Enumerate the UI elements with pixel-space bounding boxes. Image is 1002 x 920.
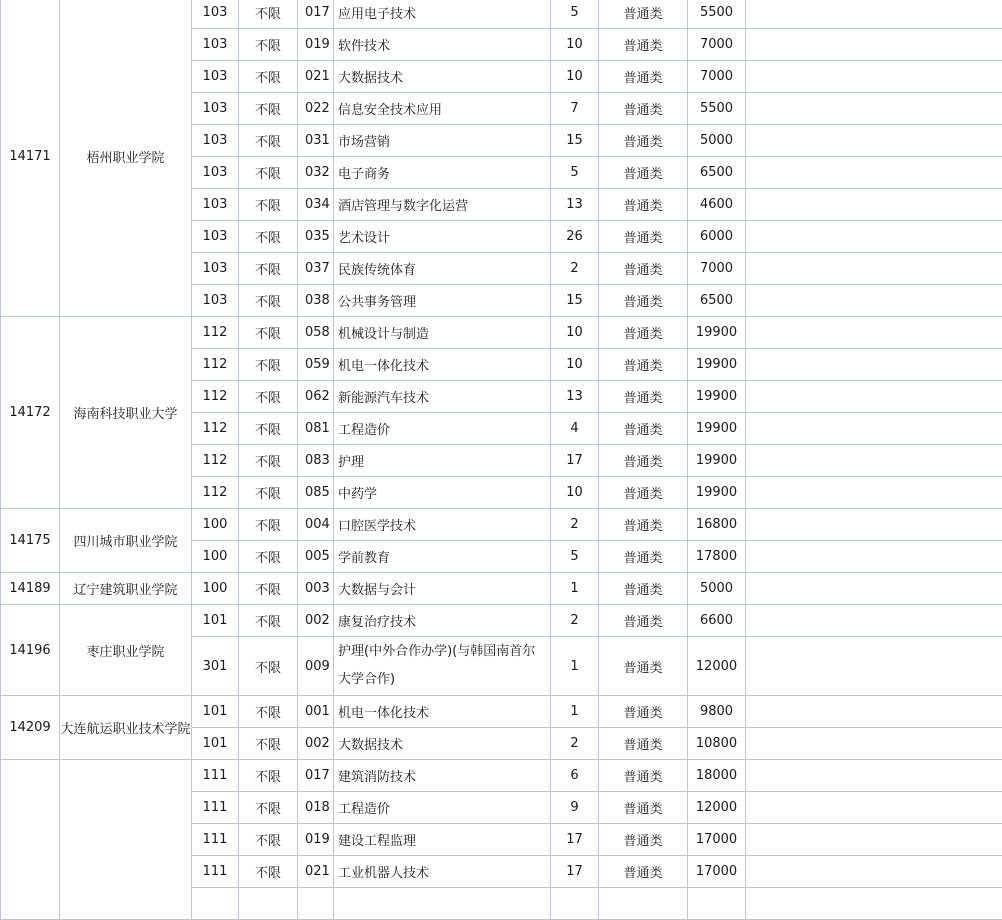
major-code-cell: 022 [298,93,334,125]
school-code-cell [1,760,60,920]
requirement-cell: 不限 [239,349,298,381]
major-name-cell: 大数据与会计 [334,573,551,605]
requirement-cell: 不限 [239,125,298,157]
category-cell: 普通类 [599,317,688,349]
empty-cell [746,605,1002,637]
plan-count-cell: 5 [551,157,599,189]
requirement-cell: 不限 [239,413,298,445]
tuition-cell: 17000 [688,824,746,856]
plan-count-cell: 10 [551,349,599,381]
major-code-cell: 031 [298,125,334,157]
category-cell: 普通类 [599,728,688,760]
table-row [1,0,1002,29]
table-row [1,696,1002,728]
requirement-cell: 不限 [239,509,298,541]
requirement-cell: 不限 [239,61,298,93]
major-name-cell: 民族传统体育 [334,253,551,285]
plan-count-cell: 15 [551,125,599,157]
school-code-cell: 14171 [1,0,60,317]
category-cell: 普通类 [599,792,688,824]
plan-count-cell: 6 [551,760,599,792]
category-cell: 普通类 [599,760,688,792]
major-code-cell: 009 [298,637,334,696]
major-code-cell: 017 [298,760,334,792]
requirement-cell: 不限 [239,573,298,605]
category-cell: 普通类 [599,253,688,285]
requirement-cell: 不限 [239,157,298,189]
tuition-cell: 6500 [688,157,746,189]
plan-count-cell: 17 [551,824,599,856]
batch-cell: 103 [192,253,239,285]
plan-count-cell: 17 [551,856,599,888]
requirement-cell: 不限 [239,605,298,637]
batch-cell: 103 [192,29,239,61]
major-code-cell: 034 [298,189,334,221]
batch-cell: 103 [192,189,239,221]
category-cell: 普通类 [599,189,688,221]
school-name-cell: 四川城市职业学院 [60,509,192,573]
empty-cell [746,189,1002,221]
empty-cell [746,349,1002,381]
category-cell: 普通类 [599,856,688,888]
major-name-cell [334,888,551,920]
plan-count-cell: 13 [551,381,599,413]
category-cell: 普通类 [599,381,688,413]
major-name-cell: 护理(中外合作办学)(与韩国南首尔大学合作) [334,637,551,696]
major-name-cell: 市场营销 [334,125,551,157]
school-code-cell: 14172 [1,317,60,509]
major-code-cell: 021 [298,856,334,888]
batch-cell: 111 [192,856,239,888]
batch-cell: 111 [192,824,239,856]
major-name-cell: 艺术设计 [334,221,551,253]
batch-cell: 103 [192,221,239,253]
tuition-cell: 7000 [688,61,746,93]
batch-cell: 100 [192,509,239,541]
major-name-cell: 应用电子技术 [334,0,551,29]
plan-count-cell: 10 [551,29,599,61]
tuition-cell: 19900 [688,381,746,413]
major-name-cell: 护理 [334,445,551,477]
tuition-cell: 17000 [688,856,746,888]
category-cell: 普通类 [599,29,688,61]
major-code-cell: 081 [298,413,334,445]
empty-cell [746,413,1002,445]
major-code-cell: 002 [298,728,334,760]
tuition-cell: 4600 [688,189,746,221]
plan-count-cell: 2 [551,509,599,541]
batch-cell: 103 [192,93,239,125]
tuition-cell: 5500 [688,93,746,125]
batch-cell: 112 [192,413,239,445]
category-cell: 普通类 [599,824,688,856]
plan-count-cell: 5 [551,0,599,29]
school-name-cell: 海南科技职业大学 [60,317,192,509]
school-name-cell: 大连航运职业技术学院 [60,696,192,760]
empty-cell [746,157,1002,189]
major-name-cell: 中药学 [334,477,551,509]
major-name-cell: 信息安全技术应用 [334,93,551,125]
table-row [1,573,1002,605]
tuition-cell: 12000 [688,792,746,824]
major-code-cell: 021 [298,61,334,93]
major-code-cell: 019 [298,824,334,856]
empty-cell [746,93,1002,125]
category-cell: 普通类 [599,413,688,445]
major-name-cell: 口腔医学技术 [334,509,551,541]
batch-cell: 103 [192,61,239,93]
major-name-cell: 工程造价 [334,413,551,445]
empty-cell [746,285,1002,317]
plan-count-cell: 17 [551,445,599,477]
major-code-cell: 037 [298,253,334,285]
major-name-cell: 新能源汽车技术 [334,381,551,413]
major-name-cell: 酒店管理与数字化运营 [334,189,551,221]
category-cell: 普通类 [599,477,688,509]
plan-count-cell: 4 [551,413,599,445]
empty-cell [746,445,1002,477]
plan-count-cell: 10 [551,61,599,93]
major-code-cell: 003 [298,573,334,605]
major-code-cell: 032 [298,157,334,189]
batch-cell: 103 [192,0,239,29]
requirement-cell: 不限 [239,189,298,221]
major-name-cell: 电子商务 [334,157,551,189]
major-code-cell: 002 [298,605,334,637]
tuition-cell: 6000 [688,221,746,253]
requirement-cell: 不限 [239,477,298,509]
plan-count-cell: 1 [551,696,599,728]
batch-cell: 100 [192,541,239,573]
major-code-cell: 058 [298,317,334,349]
category-cell: 普通类 [599,637,688,696]
requirement-cell: 不限 [239,445,298,477]
major-code-cell: 038 [298,285,334,317]
school-code-cell: 14189 [1,573,60,605]
empty-cell [746,509,1002,541]
batch-cell: 100 [192,573,239,605]
empty-cell [746,792,1002,824]
batch-cell: 101 [192,605,239,637]
major-code-cell [298,888,334,920]
category-cell: 普通类 [599,61,688,93]
requirement-cell: 不限 [239,696,298,728]
tuition-cell: 6500 [688,285,746,317]
category-cell: 普通类 [599,125,688,157]
major-name-cell: 建筑消防技术 [334,760,551,792]
tuition-cell: 5000 [688,125,746,157]
batch-cell: 101 [192,728,239,760]
category-cell: 普通类 [599,541,688,573]
major-name-cell: 工业机器人技术 [334,856,551,888]
category-cell [599,888,688,920]
tuition-cell: 10800 [688,728,746,760]
empty-cell [746,541,1002,573]
school-name-cell: 枣庄职业学院 [60,605,192,696]
tuition-cell: 9800 [688,696,746,728]
tuition-cell: 19900 [688,445,746,477]
requirement-cell: 不限 [239,0,298,29]
tuition-cell: 5000 [688,573,746,605]
category-cell: 普通类 [599,221,688,253]
major-code-cell: 059 [298,349,334,381]
requirement-cell: 不限 [239,728,298,760]
category-cell: 普通类 [599,696,688,728]
category-cell: 普通类 [599,573,688,605]
requirement-cell: 不限 [239,792,298,824]
tuition-cell: 6600 [688,605,746,637]
major-name-cell: 软件技术 [334,29,551,61]
table-row [1,509,1002,541]
batch-cell: 112 [192,477,239,509]
empty-cell [746,317,1002,349]
major-name-cell: 大数据技术 [334,728,551,760]
category-cell: 普通类 [599,445,688,477]
tuition-cell: 19900 [688,477,746,509]
category-cell: 普通类 [599,157,688,189]
major-code-cell: 085 [298,477,334,509]
empty-cell [746,125,1002,157]
major-code-cell: 004 [298,509,334,541]
major-name-cell: 机械设计与制造 [334,317,551,349]
plan-count-cell: 2 [551,605,599,637]
empty-cell [746,29,1002,61]
major-code-cell: 035 [298,221,334,253]
major-name-cell: 机电一体化技术 [334,696,551,728]
requirement-cell: 不限 [239,317,298,349]
major-name-cell: 康复治疗技术 [334,605,551,637]
empty-cell [746,0,1002,29]
empty-cell [746,824,1002,856]
tuition-cell: 19900 [688,413,746,445]
batch-cell: 101 [192,696,239,728]
empty-cell [746,760,1002,792]
empty-cell [746,637,1002,696]
tuition-cell: 19900 [688,317,746,349]
requirement-cell: 不限 [239,221,298,253]
empty-cell [746,573,1002,605]
plan-count-cell: 7 [551,93,599,125]
table-row [1,317,1002,349]
major-code-cell: 001 [298,696,334,728]
requirement-cell [239,888,298,920]
category-cell: 普通类 [599,285,688,317]
requirement-cell: 不限 [239,760,298,792]
school-code-cell: 14196 [1,605,60,696]
school-code-cell: 14209 [1,696,60,760]
plan-count-cell: 10 [551,317,599,349]
major-code-cell: 017 [298,0,334,29]
major-code-cell: 005 [298,541,334,573]
empty-cell [746,477,1002,509]
requirement-cell: 不限 [239,253,298,285]
major-name-cell: 学前教育 [334,541,551,573]
empty-cell [746,221,1002,253]
plan-count-cell: 2 [551,728,599,760]
batch-cell: 301 [192,637,239,696]
plan-count-cell: 1 [551,573,599,605]
batch-cell: 112 [192,381,239,413]
school-code-cell: 14175 [1,509,60,573]
empty-cell [746,61,1002,93]
requirement-cell: 不限 [239,29,298,61]
plan-count-cell: 13 [551,189,599,221]
batch-cell: 111 [192,792,239,824]
batch-cell: 103 [192,157,239,189]
tuition-cell: 5500 [688,0,746,29]
batch-cell: 103 [192,285,239,317]
school-name-cell: 梧州职业学院 [60,0,192,317]
table-row [1,605,1002,637]
empty-cell [746,253,1002,285]
batch-cell: 103 [192,125,239,157]
tuition-cell: 7000 [688,253,746,285]
batch-cell: 111 [192,760,239,792]
major-name-cell: 机电一体化技术 [334,349,551,381]
batch-cell: 112 [192,349,239,381]
category-cell: 普通类 [599,0,688,29]
requirement-cell: 不限 [239,637,298,696]
requirement-cell: 不限 [239,93,298,125]
requirement-cell: 不限 [239,856,298,888]
requirement-cell: 不限 [239,285,298,317]
plan-count-cell: 10 [551,477,599,509]
plan-count-cell [551,888,599,920]
empty-cell [746,856,1002,888]
category-cell: 普通类 [599,509,688,541]
major-name-cell: 公共事务管理 [334,285,551,317]
empty-cell [746,728,1002,760]
major-code-cell: 019 [298,29,334,61]
school-name-cell [60,760,192,920]
major-name-cell: 工程造价 [334,792,551,824]
empty-cell [746,381,1002,413]
batch-cell: 112 [192,317,239,349]
plan-count-cell: 1 [551,637,599,696]
tuition-cell: 7000 [688,29,746,61]
tuition-cell: 17800 [688,541,746,573]
tuition-cell: 16800 [688,509,746,541]
empty-cell [746,888,1002,920]
plan-count-cell: 15 [551,285,599,317]
batch-cell [192,888,239,920]
category-cell: 普通类 [599,349,688,381]
major-code-cell: 083 [298,445,334,477]
requirement-cell: 不限 [239,824,298,856]
tuition-cell: 12000 [688,637,746,696]
requirement-cell: 不限 [239,541,298,573]
major-code-cell: 062 [298,381,334,413]
tuition-cell [688,888,746,920]
major-code-cell: 018 [298,792,334,824]
plan-count-cell: 26 [551,221,599,253]
requirement-cell: 不限 [239,381,298,413]
empty-cell [746,696,1002,728]
tuition-cell: 19900 [688,349,746,381]
table-row [1,760,1002,792]
plan-count-cell: 2 [551,253,599,285]
category-cell: 普通类 [599,93,688,125]
plan-count-cell: 9 [551,792,599,824]
major-name-cell: 大数据技术 [334,61,551,93]
major-name-cell: 建设工程监理 [334,824,551,856]
batch-cell: 112 [192,445,239,477]
plan-count-cell: 5 [551,541,599,573]
school-name-cell: 辽宁建筑职业学院 [60,573,192,605]
tuition-cell: 18000 [688,760,746,792]
category-cell: 普通类 [599,605,688,637]
